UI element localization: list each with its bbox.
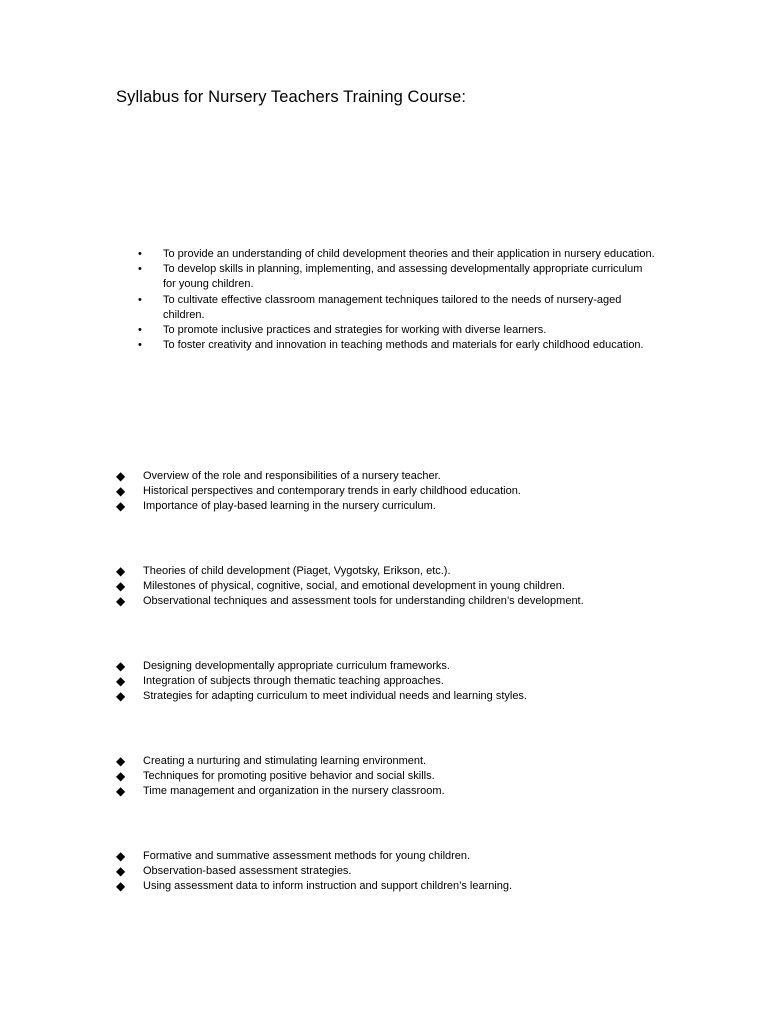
list-item	[116, 674, 676, 689]
list-item-text: Designing developmentally appropriate curriculum frameworks.	[143, 660, 450, 672]
list-item	[136, 293, 656, 323]
bullet-icon: •	[138, 248, 142, 260]
bullet-icon: ◆	[116, 499, 126, 514]
bullet-icon: ◆	[116, 864, 126, 879]
section-list-4	[116, 754, 676, 800]
list-item	[116, 754, 676, 769]
list-item	[116, 579, 676, 594]
list-item-text: Theories of child development (Piaget, Vygotsky, Erikson, etc.).	[143, 565, 451, 577]
bullet-icon: ◆	[116, 849, 126, 863]
list-item	[116, 594, 676, 609]
section-list-3	[116, 659, 676, 705]
list-item	[136, 323, 656, 338]
bullet-icon: ◆	[116, 484, 126, 499]
list-item-text: Time management and organization in the nursery classroom.	[143, 785, 445, 798]
list-item	[116, 659, 676, 674]
list-item	[136, 338, 656, 353]
bullet-icon: ◆	[116, 564, 126, 578]
list-item-text: Milestones of physical, cognitive, social, and emotional development in young children.	[143, 580, 565, 593]
list-item	[116, 879, 676, 894]
list-item	[116, 784, 676, 799]
bullet-icon: ◆	[116, 754, 126, 768]
list-item-text: To develop skills in planning, implementing, and assessing developmentally appropriate curriculum for young children.	[163, 263, 643, 291]
list-item-text: Historical perspectives and contemporary trends in early childhood education.	[143, 485, 521, 498]
page-title: Syllabus for Nursery Teachers Training Course:	[116, 88, 467, 106]
bullet-icon: •	[138, 339, 142, 352]
list-item-text: Importance of play-based learning in the nursery curriculum.	[143, 500, 436, 513]
list-item	[116, 769, 676, 784]
list-item	[116, 864, 676, 879]
bullet-icon: •	[138, 324, 142, 337]
bullet-icon: ◆	[116, 579, 126, 594]
list-item	[116, 469, 676, 484]
bullet-icon: ◆	[116, 784, 126, 799]
list-item	[116, 849, 676, 864]
list-item	[116, 689, 676, 704]
bullet-icon: ◆	[116, 674, 126, 689]
bullet-icon: ◆	[116, 769, 126, 784]
bullet-icon: •	[138, 293, 142, 306]
list-item	[136, 247, 656, 262]
list-item-text: Observational techniques and assessment tools for understanding children’s development.	[143, 595, 584, 608]
bullet-icon: •	[138, 263, 142, 276]
list-item	[116, 564, 676, 579]
list-item-text: To promote inclusive practices and strategies for working with diverse learners.	[163, 324, 547, 337]
list-item-text: Observation-based assessment strategies.	[143, 865, 352, 878]
bullet-icon: ◆	[116, 469, 126, 483]
list-item	[116, 499, 676, 514]
section-list-2	[116, 564, 676, 610]
list-item-text: To provide an understanding of child development theories and their application in nursery education.	[163, 248, 655, 260]
list-item-text: To cultivate effective classroom management techniques tailored to the needs of nursery-aged children.	[163, 293, 622, 321]
section-list-1	[116, 469, 676, 515]
list-item-text: Overview of the role and responsibilities of a nursery teacher.	[143, 470, 441, 482]
bullet-icon: ◆	[116, 594, 126, 609]
list-item-text: Techniques for promoting positive behavior and social skills.	[143, 770, 435, 783]
objectives-list	[136, 247, 656, 353]
list-item-text: Creating a nurturing and stimulating learning environment.	[143, 755, 427, 767]
bullet-icon: ◆	[116, 879, 126, 894]
list-item-text: Using assessment data to inform instruction and support children’s learning.	[143, 880, 513, 893]
bullet-icon: ◆	[116, 659, 126, 673]
list-item	[116, 484, 676, 499]
section-list-5	[116, 849, 676, 895]
list-item-text: To foster creativity and innovation in teaching methods and materials for early childhood education.	[163, 339, 644, 352]
list-item-text: Integration of subjects through thematic teaching approaches.	[143, 675, 444, 688]
list-item-text: Formative and summative assessment methods for young children.	[143, 850, 471, 862]
bullet-icon: ◆	[116, 689, 126, 704]
list-item	[136, 262, 656, 292]
list-item-text: Strategies for adapting curriculum to meet individual needs and learning styles.	[143, 690, 527, 703]
